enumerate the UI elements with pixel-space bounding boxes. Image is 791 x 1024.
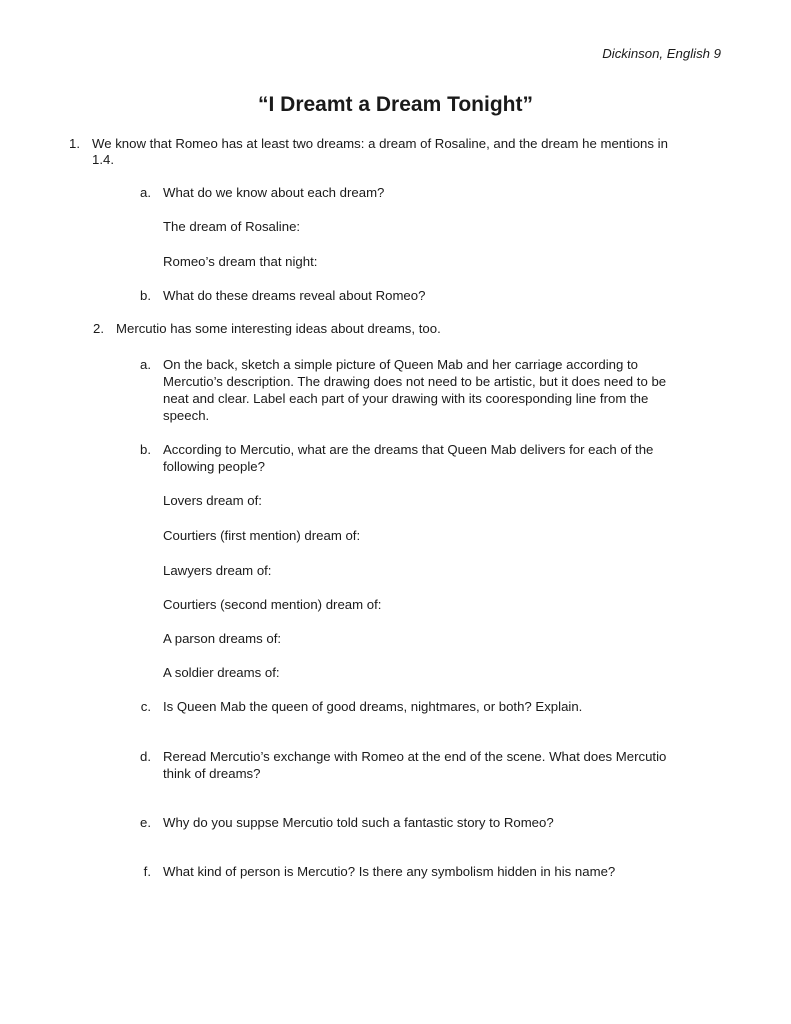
q2b-letter: b. bbox=[140, 442, 151, 457]
q1-text-line1: We know that Romeo has at least two dreams: a dream of Rosaline, and the dream he mentions in bbox=[92, 136, 668, 151]
q1a-prompt-romeo-dream: Romeo’s dream that night: bbox=[163, 254, 318, 269]
q2a-line2: Mercutio’s description. The drawing does not need to be artistic, but it does need to be bbox=[163, 374, 667, 389]
q2a-letter: a. bbox=[140, 357, 151, 372]
q1-text-line2: 1.4. bbox=[92, 152, 114, 167]
q2c-text: Is Queen Mab the queen of good dreams, nightmares, or both? Explain. bbox=[163, 699, 583, 714]
q2f-text: What kind of person is Mercutio? Is there any symbolism hidden in his name? bbox=[163, 864, 616, 879]
header-author: Dickinson, English 9 bbox=[602, 46, 721, 61]
q2b-prompt-soldier: A soldier dreams of: bbox=[163, 665, 280, 680]
q1b-letter: b. bbox=[140, 288, 151, 303]
q2d-line1: Reread Mercutio’s exchange with Romeo at the end of the scene. What does Mercutio bbox=[163, 749, 667, 764]
q2d-letter: d. bbox=[140, 749, 151, 764]
q2e-letter: e. bbox=[140, 815, 151, 830]
q2a-line3: neat and clear. Label each part of your drawing with its cooresponding line from the bbox=[163, 391, 649, 406]
q2b-prompt-lovers: Lovers dream of: bbox=[163, 493, 262, 508]
q2b-prompt-lawyers: Lawyers dream of: bbox=[163, 563, 272, 578]
q1-number: 1. bbox=[69, 136, 80, 151]
q2b-prompt-courtiers-first: Courtiers (first mention) dream of: bbox=[163, 528, 361, 543]
q1a-text: What do we know about each dream? bbox=[163, 185, 385, 200]
q2f-letter: f. bbox=[143, 864, 151, 879]
q2b-prompt-courtiers-second: Courtiers (second mention) dream of: bbox=[163, 597, 382, 612]
q2-text: Mercutio has some interesting ideas about dreams, too. bbox=[116, 321, 441, 336]
q2a-line4: speech. bbox=[163, 408, 210, 423]
page-title: “I Dreamt a Dream Tonight” bbox=[258, 93, 533, 116]
q2b-line2: following people? bbox=[163, 459, 265, 474]
q1a-letter: a. bbox=[140, 185, 151, 200]
q2a-line1: On the back, sketch a simple picture of Queen Mab and her carriage according to bbox=[163, 357, 639, 372]
q1b-text: What do these dreams reveal about Romeo? bbox=[163, 288, 426, 303]
q2b-line1: According to Mercutio, what are the dreams that Queen Mab delivers for each of the bbox=[163, 442, 654, 457]
q1a-prompt-rosaline: The dream of Rosaline: bbox=[163, 219, 301, 234]
q2e-text: Why do you suppse Mercutio told such a fantastic story to Romeo? bbox=[163, 815, 554, 830]
q2-number: 2. bbox=[93, 321, 104, 336]
q2d-line2: think of dreams? bbox=[163, 766, 261, 781]
q2b-prompt-parson: A parson dreams of: bbox=[163, 631, 282, 646]
q2c-letter: c. bbox=[140, 699, 151, 714]
